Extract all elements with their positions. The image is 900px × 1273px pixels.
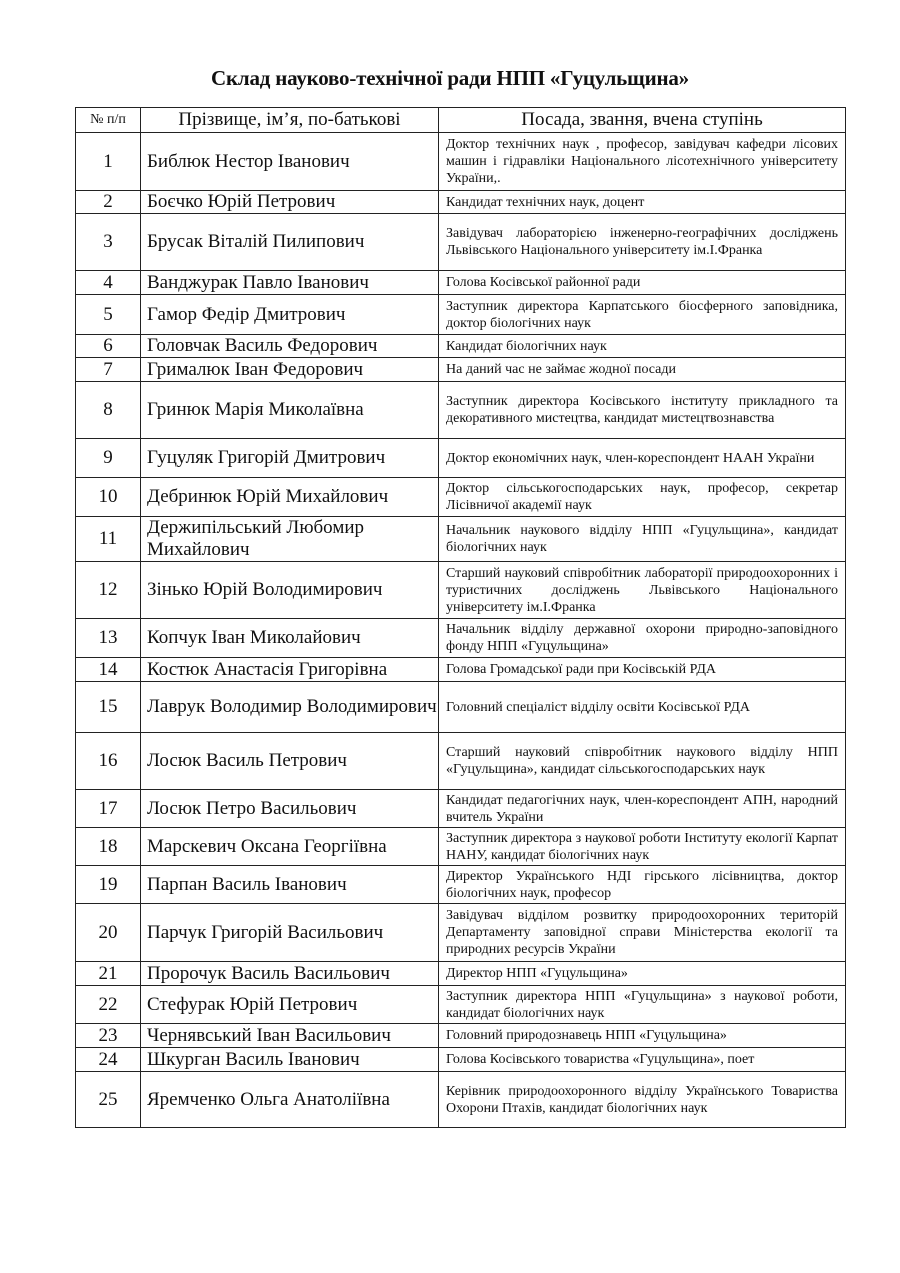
member-name: Головчак Василь Федорович	[141, 335, 439, 358]
row-number: 8	[76, 382, 141, 439]
member-position: Заступник директора з наукової роботи Інституту екології Карпат НАНУ, кандидат біологічних наук	[439, 828, 846, 866]
member-name: Парпан Василь Іванович	[141, 866, 439, 904]
member-position: Доктор економічних наук, член-кореспондент НААН України	[439, 439, 846, 478]
table-row	[76, 1024, 846, 1048]
member-position: На даний час не займає жодної посади	[439, 358, 846, 382]
member-name: Грималюк Іван Федорович	[141, 358, 439, 382]
table-row	[76, 733, 846, 790]
member-name: Ванджурак Павло Іванович	[141, 271, 439, 295]
row-number: 17	[76, 790, 141, 828]
row-number: 18	[76, 828, 141, 866]
row-number: 7	[76, 358, 141, 382]
table-row	[76, 904, 846, 962]
row-number: 3	[76, 214, 141, 271]
row-number: 12	[76, 562, 141, 619]
member-name: Лосюк Василь Петрович	[141, 733, 439, 790]
table-row	[76, 562, 846, 619]
member-name: Брусак Віталій Пилипович	[141, 214, 439, 271]
member-position: Директор Українського НДІ гірського лісівництва, доктор біологічних наук, професор	[439, 866, 846, 904]
row-number: 2	[76, 191, 141, 214]
member-position: Директор НПП «Гуцульщина»	[439, 962, 846, 986]
row-number: 5	[76, 295, 141, 335]
table-row	[76, 619, 846, 658]
table-row	[76, 682, 846, 733]
member-name: Гамор Федір Дмитрович	[141, 295, 439, 335]
table-row	[76, 214, 846, 271]
table-header-row	[76, 108, 846, 133]
member-name: Стефурак Юрій Петрович	[141, 986, 439, 1024]
row-number: 1	[76, 133, 141, 191]
table-row	[76, 478, 846, 517]
member-name: Пророчук Василь Васильович	[141, 962, 439, 986]
row-number: 4	[76, 271, 141, 295]
header-name: Прізвище, ім’я, по-батькові	[141, 108, 439, 133]
member-name: Марскевич Оксана Георгіївна	[141, 828, 439, 866]
member-position: Завідувач відділом розвитку природоохоронних територій Департаменту заповідної справи Міністерства екології та природних ресурсів України	[439, 904, 846, 962]
member-position: Начальник наукового відділу НПП «Гуцульщина», кандидат біологічних наук	[439, 517, 846, 562]
member-position: Старший науковий співробітник наукового відділу НПП «Гуцульщина», кандидат сільськогосподарських наук	[439, 733, 846, 790]
row-number: 25	[76, 1072, 141, 1128]
table-body	[76, 133, 846, 1128]
council-members-table	[75, 107, 846, 1128]
table-row	[76, 986, 846, 1024]
table-row	[76, 271, 846, 295]
member-position: Керівник природоохоронного відділу Українського Товариства Охорони Птахів, кандидат біологічних наук	[439, 1072, 846, 1128]
row-number: 22	[76, 986, 141, 1024]
member-position: Заступник директора Косівського інституту прикладного та декоративного мистецтва, кандидат мистецтвознавства	[439, 382, 846, 439]
row-number: 21	[76, 962, 141, 986]
member-position: Доктор технічних наук , професор, завідувач кафедри лісових машин і гідравліки Національного лісотехнічного університету України,.	[439, 133, 846, 191]
table-row	[76, 1072, 846, 1128]
member-position: Доктор сільськогосподарських наук, професор, секретар Лісівничої академії наук	[439, 478, 846, 517]
member-name: Гринюк Марія Миколаївна	[141, 382, 439, 439]
member-position: Старший науковий співробітник лабораторії природоохоронних і туристичних досліджень Львівського Національного університету ім.І.Франка	[439, 562, 846, 619]
member-name: Яремченко Ольга Анатоліївна	[141, 1072, 439, 1128]
member-name: Парчук Григорій Васильович	[141, 904, 439, 962]
member-position: Кандидат біологічних наук	[439, 335, 846, 358]
row-number: 20	[76, 904, 141, 962]
table-row	[76, 295, 846, 335]
table-row	[76, 133, 846, 191]
header-position: Посада, звання, вчена ступінь	[439, 108, 846, 133]
member-position: Начальник відділу державної охорони природно-заповідного фонду НПП «Гуцульщина»	[439, 619, 846, 658]
member-name: Гуцуляк Григорій Дмитрович	[141, 439, 439, 478]
row-number: 15	[76, 682, 141, 733]
member-position: Голова Громадської ради при Косівській РДА	[439, 658, 846, 682]
row-number: 23	[76, 1024, 141, 1048]
member-name: Держипільський Любомир Михайлович	[141, 517, 439, 562]
row-number: 9	[76, 439, 141, 478]
member-position: Голова Косівського товариства «Гуцульщина», поет	[439, 1048, 846, 1072]
row-number: 24	[76, 1048, 141, 1072]
table-row	[76, 658, 846, 682]
member-name: Лаврук Володимир Володимирович	[141, 682, 439, 733]
table-row	[76, 517, 846, 562]
row-number: 10	[76, 478, 141, 517]
table-row	[76, 962, 846, 986]
member-position: Голова Косівської районної ради	[439, 271, 846, 295]
member-position: Кандидат технічних наук, доцент	[439, 191, 846, 214]
row-number: 6	[76, 335, 141, 358]
member-name: Шкурган Василь Іванович	[141, 1048, 439, 1072]
member-name: Чернявський Іван Васильович	[141, 1024, 439, 1048]
member-position: Заступник директора НПП «Гуцульщина» з наукової роботи, кандидат біологічних наук	[439, 986, 846, 1024]
table-row	[76, 191, 846, 214]
table-row	[76, 790, 846, 828]
row-number: 13	[76, 619, 141, 658]
document-title: Склад науково-технічної ради НПП «Гуцульщина»	[211, 66, 689, 90]
table-row	[76, 335, 846, 358]
table-row	[76, 828, 846, 866]
member-name: Лосюк Петро Васильович	[141, 790, 439, 828]
member-name: Дебринюк Юрій Михайлович	[141, 478, 439, 517]
row-number: 14	[76, 658, 141, 682]
member-name: Боєчко Юрій Петрович	[141, 191, 439, 214]
member-name: Костюк Анастасія Григорівна	[141, 658, 439, 682]
table-row	[76, 1048, 846, 1072]
member-position: Кандидат педагогічних наук, член-кореспондент АПН, народний вчитель України	[439, 790, 846, 828]
table-row	[76, 866, 846, 904]
member-position: Заступник директора Карпатського біосферного заповідника, доктор біологічних наук	[439, 295, 846, 335]
row-number: 19	[76, 866, 141, 904]
row-number: 16	[76, 733, 141, 790]
table-row	[76, 382, 846, 439]
member-position: Головний спеціаліст відділу освіти Косівської РДА	[439, 682, 846, 733]
header-number: № п/п	[76, 108, 141, 133]
row-number: 11	[76, 517, 141, 562]
member-name: Копчук Іван Миколайович	[141, 619, 439, 658]
table-row	[76, 358, 846, 382]
member-name: Библюк Нестор Іванович	[141, 133, 439, 191]
member-position: Завідувач лабораторією інженерно-географічних досліджень Львівського Національного університету ім.І.Франка	[439, 214, 846, 271]
table-row	[76, 439, 846, 478]
member-name: Зінько Юрій Володимирович	[141, 562, 439, 619]
member-position: Головний природознавець НПП «Гуцульщина»	[439, 1024, 846, 1048]
